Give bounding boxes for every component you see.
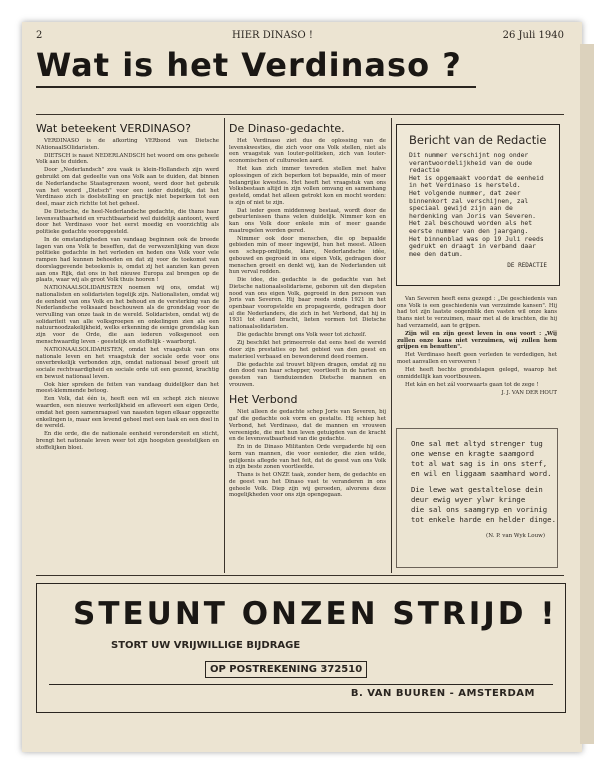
paragraph: Het kan zich immer tevreden stellen met halve oplossingen of zich beperken tot bepaalde, min of meer belangrijke kwesties. Het heeft het vraagstuk van ons Volksbestaan altijd in zijn vollen omvang en samenhang gesteld, omdat het alleen getrokt kon en mocht worden: is zijn of niet te zijn. bbox=[229, 166, 386, 206]
redactie-text bbox=[409, 152, 547, 258]
paragraph: In de omstandigheden van vandaag beginnen ook de breede lagen van ons Volk te beseffen, dat de verwezenlijking van deze politieke gedachte in het verleden en heden ons Volk voor vele rampen had kunnen behoeden en dat zij voor de toekomst van doorslaggevende beteekenis is, omdat zij het aanzien kan geven aan ons Rijk, dat ons in het nieuwe Europa zal brengen op de plaats, waar wij als groot Volk thuis hooren ! bbox=[36, 237, 219, 284]
page-header bbox=[36, 30, 564, 41]
page-headline: Wat is het Verdinaso ? bbox=[36, 46, 476, 88]
ad-firm: B. VAN BUUREN - AMSTERDAM bbox=[350, 688, 535, 699]
redactie-signature: DE REDACTIE bbox=[507, 262, 547, 270]
page-edge bbox=[580, 44, 594, 744]
top-rule bbox=[36, 114, 564, 115]
poem-stanza: One sal met altyd strenger tug one wense en kragte saamgord tot al wat sag is in ons sterf, en wil en liggaam saamhard word. bbox=[411, 439, 552, 478]
paragraph: Nimmer ook door menschen, die op bepaalde gebieden min of meer ingewijd, hun het meest. Alleen een schepp-omlijnde, klare, Nederlandsche idée, gebouwd en gegroeid in ons eigen Volk, gedragen door menschen groeit en denkt wij, kan de Nederlanden uit hun verval redden. bbox=[229, 235, 386, 276]
paragraph: DIETSCH is naast NEDERLANDSCH het woord om ons geheele Volk aan te duiden. bbox=[36, 152, 219, 166]
page-number: 2 bbox=[36, 30, 43, 41]
paragraph: Het Verdinaso ziet dus de oplossing van de levenskwesties, die zich voor ons Volk stellen, niet als een vraagstuk van louter-politieken, zich van louter-economischen of cultureelen aard. bbox=[229, 138, 386, 165]
poem-attribution: (N. P. van Wyk Louw) bbox=[486, 533, 545, 539]
bottom-rule bbox=[36, 575, 564, 576]
redactie-line: Dit nummer verschijnt nog onder verantwoordelijkheid van de oude redactie bbox=[409, 151, 533, 175]
paragraph: Het kán en het zál voorwaarts gaan tot de zege ! bbox=[405, 381, 539, 388]
masthead: HIER DINASO ! bbox=[232, 30, 313, 41]
paragraph: Zijn wil en zijn geest leven in ons voort : „Wij zullen onze kans niet verzuimen, wij zullen hem grijpen en benutten". bbox=[397, 330, 557, 351]
ad-headline: STEUNT ONZEN STRIJD ! bbox=[73, 596, 558, 632]
paragraph: Zij beschikt het primeerrole dat eens heel de wereld door zijn prestaties op het gebied van den geest en materieel verbaasd en bewonderend deed roemen. bbox=[229, 340, 386, 360]
column-divider-2 bbox=[391, 118, 392, 573]
column-van-severen-quote bbox=[397, 296, 557, 416]
section-title-verbond: Het Verbond bbox=[229, 393, 298, 407]
redactie-line: Het binnenblad was op 19 Juli reeds gedrukt en draagt in verband daar mee den datum. bbox=[409, 234, 544, 258]
redactie-title: Bericht van de Redactie bbox=[409, 133, 547, 147]
poem-box bbox=[396, 428, 558, 568]
column-title: De Dinaso-gedachte. bbox=[229, 122, 345, 135]
redactie-line: Het is opgemaakt voordat de eenheid in het Verdinaso is hersteld. bbox=[409, 173, 544, 190]
paragraph: Van Severen heeft eens gezegd : „De geschiedenis van ons Volk is een geschiedenis van verzuimde kansen". Hij had tot zijn laatste oogenblik den vasten wil onze kans thans niet te verzuimen, maar met al de krachten, die hij had verzameld, aan te grijpen. bbox=[397, 296, 557, 329]
ad-account-number: OP POSTREKENING 372510 bbox=[205, 661, 367, 678]
paragraph: Ook hier spreken de feiten van vandaag duidelijker dan het meest-klemmende betoog. bbox=[36, 381, 219, 395]
paragraph: En die orde, die de nationale eenheid verondersteit en sticht, brengt het nationale leven weer tot zijn hoogsten geestelijken en stoffelijken bloei. bbox=[36, 431, 219, 451]
paragraph: Niet alleen de gedachte schep Joris van Severen, bij gaf die gedachte ook vorm en gestalte. Hij schiep het Verbond, het Verdinaso, dat de mannen en vrouwen vereenigde, die met hun leven getuigden van de kracht en de levensvatbaarheid van die gedachte. bbox=[229, 409, 386, 443]
redactie-line: Het volgende nummer, dat zeer binnenkort zal verschijnen, zal speciaal gewijd zijn aan de herdenking van Joris van Severen. bbox=[409, 188, 536, 220]
column-wat-beteekent bbox=[36, 122, 219, 570]
paragraph: Die gedachte brengt ons Volk weer tot zichzelf. bbox=[237, 332, 367, 339]
support-advertisement bbox=[36, 583, 566, 713]
paragraph: Het Verdinaso heeft geen verleden te verdedigen, het moet aanvallen en veroveren ! bbox=[397, 352, 557, 365]
paragraph: En in de Dinaso Militanten Orde vergaderde hij een kern van mannen, die voor eenieder, die zien wilde, gelijkenis aflegde van het feit, dat de geest van ons Volk in zijn beste zonen voortleefde. bbox=[229, 444, 386, 471]
column-title: Wat beteekent VERDINASO? bbox=[36, 122, 191, 135]
ad-subline: STORT UW VRIJWILLIGE BIJDRAGE bbox=[111, 640, 301, 651]
paragraph: Dat ieder geen middenweg bestaat, wordt door de gebeurtenissen thans velen duidelijk. Nimmer kon en kan ons Volk door enkele min of meer gaande maatregelen worden gered. bbox=[229, 207, 386, 234]
issue-date: 26 Juli 1940 bbox=[502, 30, 564, 41]
column-divider-1 bbox=[224, 118, 225, 573]
redactie-line: Het zal beschouwd worden als het eerste nummer van den jaargang. bbox=[409, 219, 533, 235]
author-signature: J. J. VAN DER HOUT bbox=[501, 389, 557, 396]
ad-divider bbox=[49, 684, 553, 685]
paragraph: Een Volk, dat één is, heeft een wil en schept zich nieuwe waarden, een nieuwe werkelijkheid en afleveert een eigen Orde, omdat het geen samenraapsel van naasten tegen elkaar opgezette enkelingen is, maar een levend geheel met een taak en een doel in de wereld. bbox=[36, 396, 219, 430]
redactie-notice-box bbox=[396, 124, 560, 286]
paragraph: De Dietsche, de heel-Nederlandsche gedachte, die thans haar levensvatbaarheid en vruchtbaarheid wel duidelijk aantoont, werd door het Verdinaso voor het eerst moedig en voorzichtig als politieke gedachte vooropgesteld. bbox=[36, 208, 219, 236]
paragraph: NATIONAALSOLIDARISTEN, omdat het vraagstuk van ons nationale leven en het vraagstuk der sociale orde voor ons onverbrekelijk verbonden zijn, omdat nationaal besef groeit uit sociale rechtvaardigheid en sociale orde uit een gezond, krachtig en bewust nationaal leven. bbox=[36, 346, 219, 380]
paragraph: Die idee, die gedachte is de gedachte van het Dietsche nationaalsolidarisme, geboren uit den diepsten nood van ons eigen Volk, gegroeid in den persoon van Joris van Severen. Hij baar reeds sinds 1921 in het openbaar vooropstelde en propageerde, gedragen door al die Nederlanders, die zich in het Verbond, dat hij in 1931 tot stand bracht, lieten vormen tot Dietsche nationaalsolidaristen. bbox=[229, 277, 386, 331]
poem-stanza: Die lewe wat gestaltelose dein deur ewig wyer ylwr kringe die sal ons saamgryp en vorinig tot enkele harde en helder dinge. bbox=[411, 485, 556, 524]
column-dinaso-gedachte bbox=[229, 122, 386, 570]
paragraph: VERDINASO is de afkorting VERbond van Dietsche NAtionaalSOlidaristen. bbox=[36, 138, 219, 151]
paragraph: Die gedachte zal trouwt blijven dragen, omdat zij nu den dood van haar schepper, voortleeft in de harten en geesten van tienduizenden Dietsche mannen en vrouwen. bbox=[229, 361, 386, 388]
paragraph: Door „Nederlandsch" zou vaak is klein-Hollandsch zijn werd gebruikt om dat gedeelte van ons Volk aan te duiden, dat binnen de Nederlandsche Staatsgrenzen woont, werd door het gebruik van het woord „Dietsch" voor een ieder duidelijk, dat het Verdinaso zich is doelstelling en practijk niet beperken tot een deel, maar zich richtte tot het geheel. bbox=[36, 167, 219, 207]
paragraph: NATIONAALSOLIDARISTEN noemen wij ons, omdat wij nationalisten en solidaristen tegelijk zijn. Nationalisten, omdat wij de eenheid van ons Volk en het behoud en de versterking van de Nederlandsche volksaard beschouwen als de grondslag voor de vervulling van onze taak in de wereld. Solidaristen, omdat wij de solidariteit van alle volksgroepen en onkelingen zien als een natuurnoodzakelijkheid, welks erkenning de eenige grondslag kan zijn voor de Orde, die aan iederen volksgenoot een menschwaardig leven - geestelijk en stoffelijk - waarborgt. bbox=[36, 285, 219, 345]
paragraph: Het heeft hechte grondslagen gelegd, waarop het onmiddellijk kan voortbouwen. bbox=[397, 366, 557, 380]
paragraph: Thans is het ONZE taak, zonder hem, de gedachte en de geest van het Dinaso vast te veranderen in ons geheele Volk. Diep zijn wij geroeden, alvorens deze mogelijkheden voor ons zijn opengegaan. bbox=[229, 472, 386, 499]
